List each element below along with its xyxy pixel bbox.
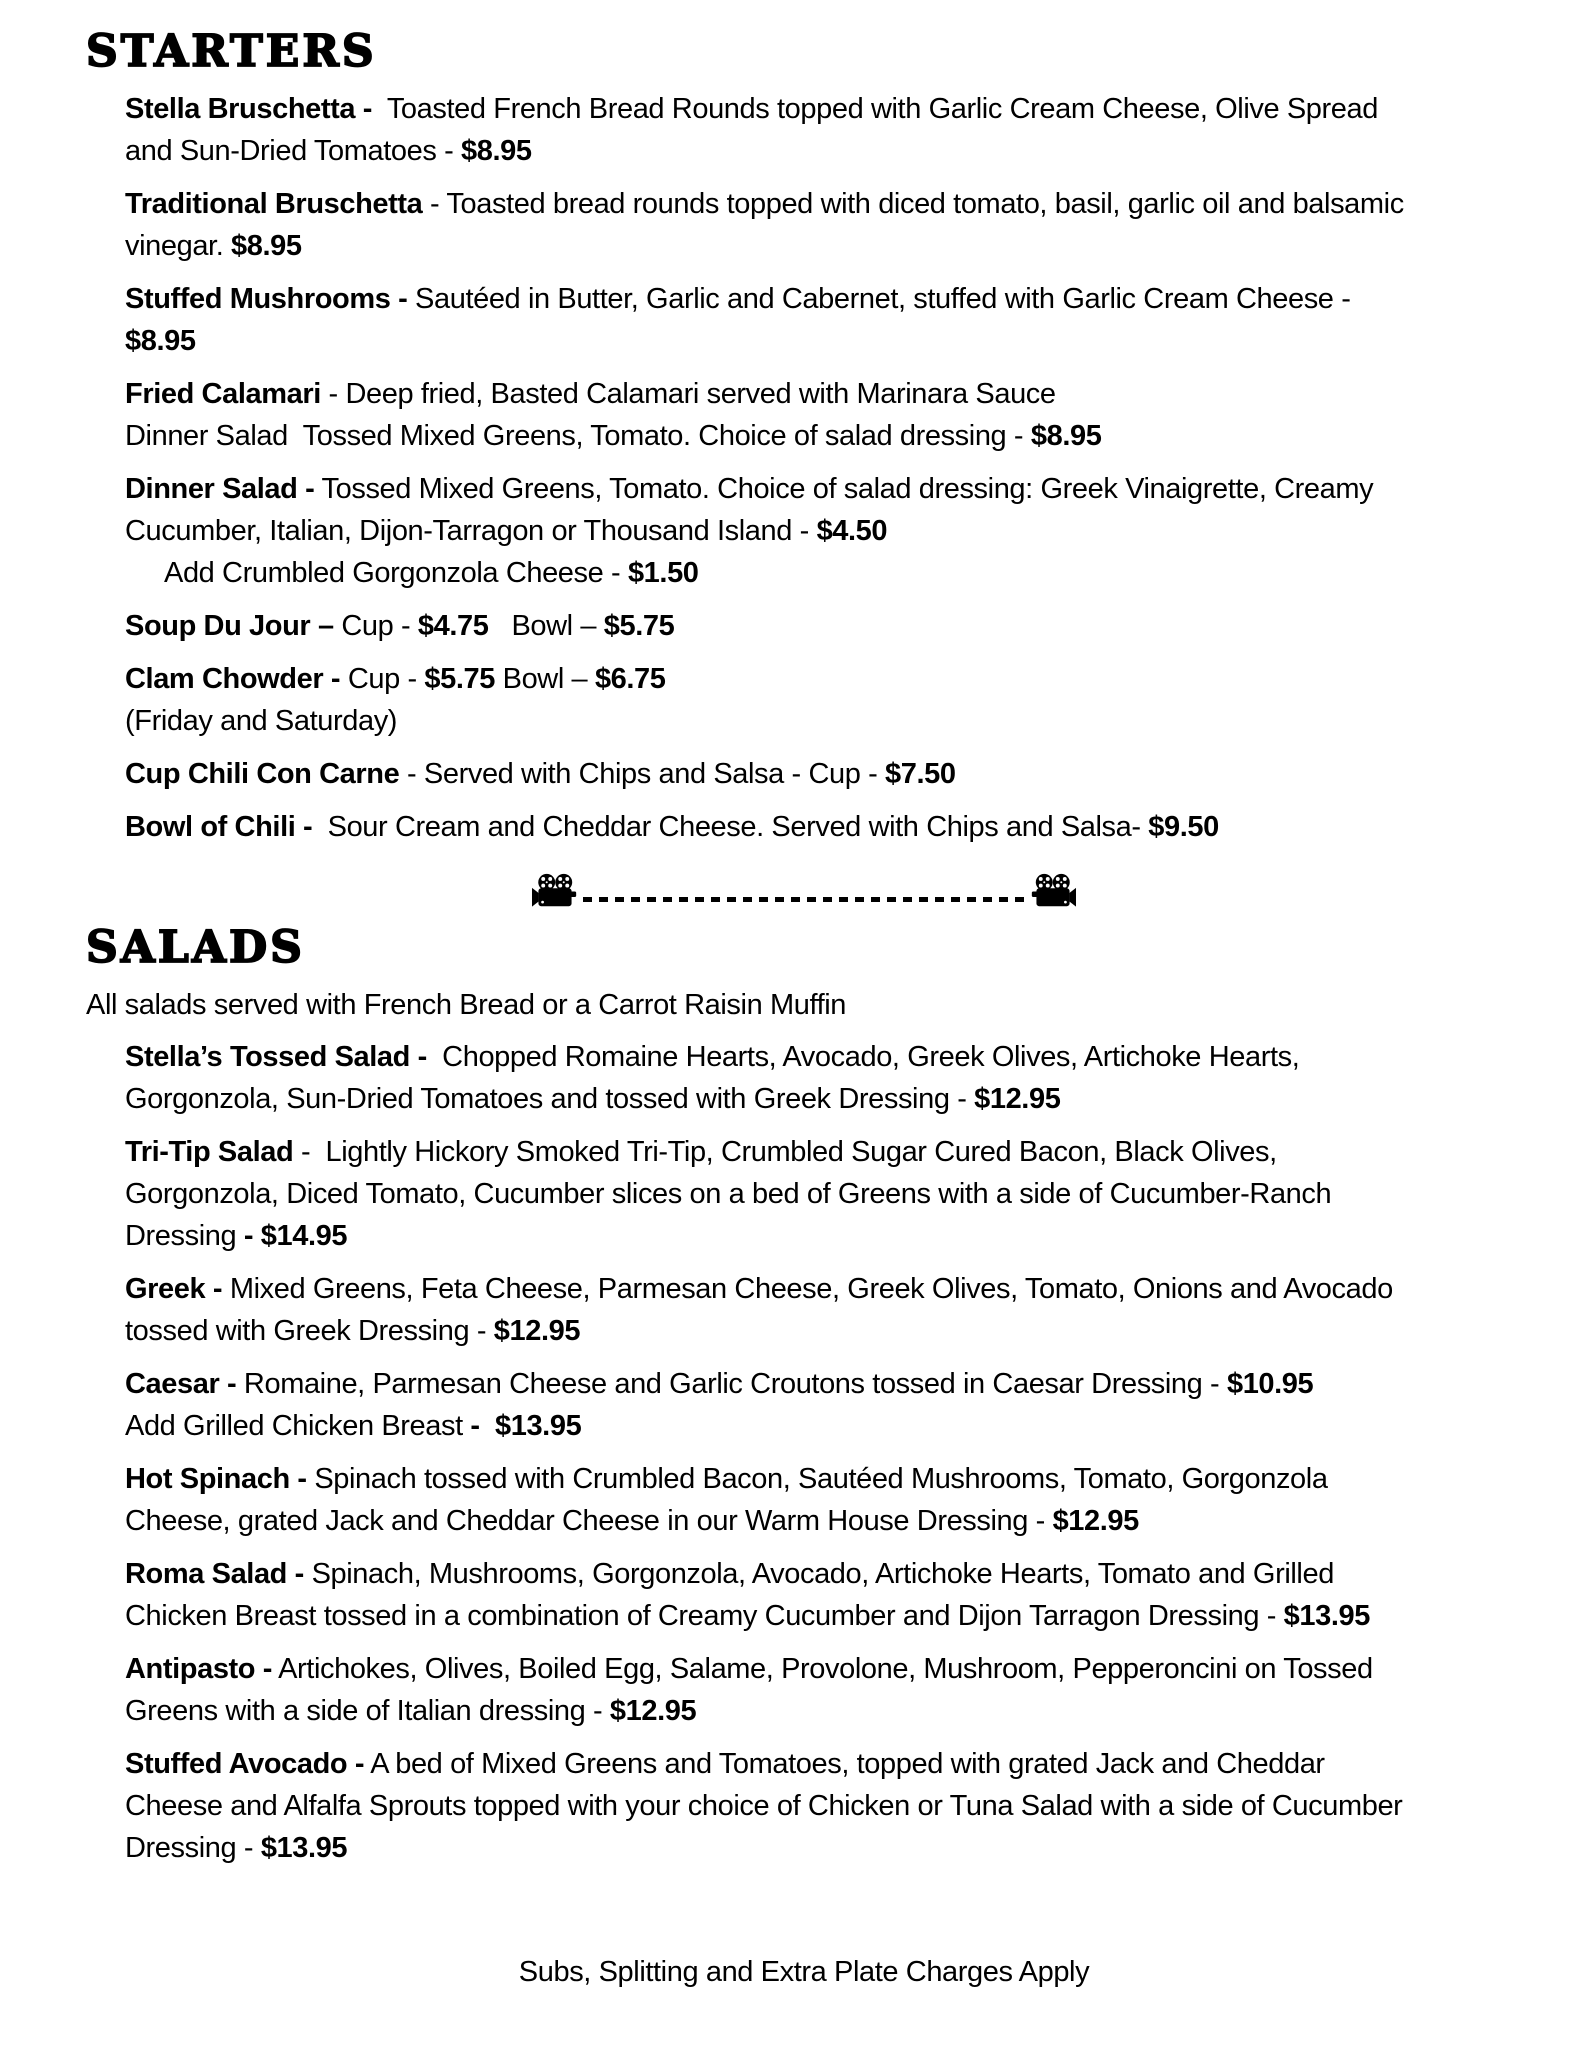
bold-text: $6.75 bbox=[594, 663, 666, 695]
text: Bowl – bbox=[488, 610, 604, 642]
dashed-line bbox=[583, 897, 1025, 902]
menu-item bbox=[125, 1363, 1425, 1447]
bold-text: $9.50 bbox=[1148, 811, 1219, 843]
section-title: STARTERS bbox=[86, 26, 377, 77]
section-intro: All salads served with French Bread or a Carrot Raisin Muffin bbox=[86, 989, 847, 1021]
bold-text: $4.50 bbox=[816, 515, 888, 547]
menu-item bbox=[125, 1458, 1425, 1542]
bold-text: Roma Salad - bbox=[125, 1558, 304, 1590]
bold-text: Clam Chowder - bbox=[125, 663, 341, 695]
bold-text: Tri-Tip Salad bbox=[125, 1136, 294, 1168]
text: A bed of Mixed Greens and Tomatoes, topped with grated Jack and Cheddar Cheese and Alfalfa Sprouts topped with your choice of Chicken or Tuna Salad with a side of Cucumber Dressing - bbox=[125, 1748, 1403, 1864]
bold-text: Hot Spinach - bbox=[125, 1463, 307, 1495]
bold-text: Soup Du Jour – bbox=[125, 610, 334, 642]
bold-text: $13.95 bbox=[260, 1832, 348, 1864]
bold-text: Stella Bruschetta - bbox=[125, 93, 373, 125]
movie-camera-svg bbox=[1030, 873, 1076, 910]
bold-text: Stella’s Tossed Salad - bbox=[125, 1041, 427, 1073]
text: Spinach, Mushrooms, Gorgonzola, Avocado, Artichoke Hearts, Tomato and Grilled Chicken Breast tossed in a combination of Creamy Cucumber and Dijon Tarragon Dressing - bbox=[125, 1558, 1334, 1632]
bold-text: Caesar - bbox=[125, 1368, 237, 1400]
text: Spinach tossed with Crumbled Bacon, Sautéed Mushrooms, Tomato, Gorgonzola Cheese, grated Jack and Cheddar Cheese in our Warm House Dressing - bbox=[125, 1463, 1328, 1537]
bold-text: $5.75 bbox=[603, 610, 675, 642]
menu-item bbox=[125, 373, 1425, 457]
bold-text: $8.95 bbox=[231, 230, 302, 262]
movie-camera-icon bbox=[1030, 873, 1076, 910]
bold-text: $7.50 bbox=[885, 758, 956, 790]
bold-text: $4.75 bbox=[417, 610, 489, 642]
bold-text: Bowl of Chili - bbox=[125, 811, 313, 843]
bold-text: $10.95 bbox=[1226, 1368, 1314, 1400]
movie-camera-icon bbox=[532, 873, 578, 910]
bold-text: - $13.95 bbox=[470, 1410, 582, 1442]
text: Add Crumbled Gorgonzola Cheese - bbox=[164, 557, 628, 589]
menu-item bbox=[125, 1553, 1425, 1637]
text: - Lightly Hickory Smoked Tri-Tip, Crumbled Sugar Cured Bacon, Black Olives, Gorgonzola, Diced Tomato, Cucumber slices on a bed of Greens with a side of Cucumber-Ranch Dressing bbox=[125, 1136, 1332, 1252]
bold-text: Cup Chili Con Carne bbox=[125, 758, 400, 790]
text: - Deep fried, Basted Calamari served with Marinara Sauce bbox=[320, 378, 1056, 410]
menu-item bbox=[125, 278, 1425, 362]
bold-text: Stuffed Mushrooms - bbox=[125, 283, 408, 315]
section-starters bbox=[86, 24, 1522, 859]
footer-note: Subs, Splitting and Extra Plate Charges Apply bbox=[518, 1956, 1090, 1988]
menu-item bbox=[125, 88, 1425, 172]
text: Dinner Salad Tossed Mixed Greens, Tomato. Choice of salad dressing - bbox=[125, 420, 1031, 452]
text: Chopped Romaine Hearts, Avocado, Greek Olives, Artichoke Hearts, Gorgonzola, Sun-Dried Tomatoes and tossed with Greek Dressing - bbox=[125, 1041, 1300, 1115]
text: - Served with Chips and Salsa - Cup - bbox=[399, 758, 886, 790]
bold-text: $8.95 bbox=[461, 135, 532, 167]
menu-item bbox=[125, 1131, 1425, 1257]
text: - Toasted bread rounds topped with diced tomato, basil, garlic oil and balsamic vinegar. bbox=[125, 188, 1404, 262]
menu-item bbox=[125, 1268, 1425, 1352]
text: Artichokes, Olives, Boiled Egg, Salame, Provolone, Mushroom, Pepperoncini on Tossed Greens with a side of Italian dressing - bbox=[125, 1653, 1373, 1727]
section-items bbox=[86, 1036, 1522, 1869]
bold-text: $12.95 bbox=[974, 1083, 1061, 1115]
section-divider bbox=[86, 873, 1522, 910]
menu-item bbox=[125, 658, 1425, 742]
menu-item bbox=[125, 468, 1425, 594]
section-salads bbox=[86, 920, 1522, 1880]
text: Tossed Mixed Greens, Tomato. Choice of salad dressing: Greek Vinaigrette, Creamy Cucumber, Italian, Dijon-Tarragon or Thousand Island - bbox=[125, 473, 1374, 547]
bold-text: $8.95 bbox=[1030, 420, 1102, 452]
bold-text: $13.95 bbox=[1283, 1600, 1370, 1632]
menu-item bbox=[125, 183, 1425, 267]
menu-item bbox=[125, 806, 1425, 848]
bold-text: Fried Calamari bbox=[125, 378, 321, 410]
bold-text: Antipasto - bbox=[125, 1653, 273, 1685]
bold-text: $1.50 bbox=[627, 557, 699, 589]
text: Add Grilled Chicken Breast bbox=[125, 1410, 471, 1442]
bold-text: $12.95 bbox=[609, 1695, 697, 1727]
menu-item bbox=[125, 1648, 1425, 1732]
bold-text: $12.95 bbox=[493, 1315, 581, 1347]
text: Mixed Greens, Feta Cheese, Parmesan Cheese, Greek Olives, Tomato, Onions and Avocado tossed with Greek Dressing - bbox=[125, 1273, 1393, 1347]
movie-camera-svg bbox=[532, 873, 578, 910]
bold-text: $8.95 bbox=[125, 325, 196, 357]
bold-text: - $14.95 bbox=[243, 1220, 348, 1252]
text: Bowl – bbox=[494, 663, 595, 695]
text: Sautéed in Butter, Garlic and Cabernet, stuffed with Garlic Cream Cheese - bbox=[407, 283, 1351, 315]
menu-item bbox=[125, 1036, 1425, 1120]
text: (Friday and Saturday) bbox=[125, 705, 398, 737]
menu-item bbox=[125, 753, 1425, 795]
menu-item bbox=[125, 605, 1425, 647]
bold-text: Stuffed Avocado - bbox=[125, 1748, 365, 1780]
text: Sour Cream and Cheddar Cheese. Served with Chips and Salsa- bbox=[312, 811, 1149, 843]
bold-text: $12.95 bbox=[1052, 1505, 1139, 1537]
bold-text: $5.75 bbox=[424, 663, 495, 695]
section-items bbox=[86, 88, 1522, 848]
menu-item bbox=[125, 1743, 1425, 1869]
text: Romaine, Parmesan Cheese and Garlic Croutons tossed in Caesar Dressing - bbox=[236, 1368, 1227, 1400]
bold-text: Greek - bbox=[125, 1273, 223, 1305]
bold-text: Traditional Bruschetta bbox=[125, 188, 423, 220]
section-title: SALADS bbox=[86, 922, 305, 973]
bold-text: Dinner Salad - bbox=[125, 473, 315, 505]
text: Cup - bbox=[333, 610, 418, 642]
text: Cup - bbox=[340, 663, 425, 695]
text: Toasted French Bread Rounds topped with Garlic Cream Cheese, Olive Spread and Sun-Dried Tomatoes - bbox=[125, 93, 1378, 167]
